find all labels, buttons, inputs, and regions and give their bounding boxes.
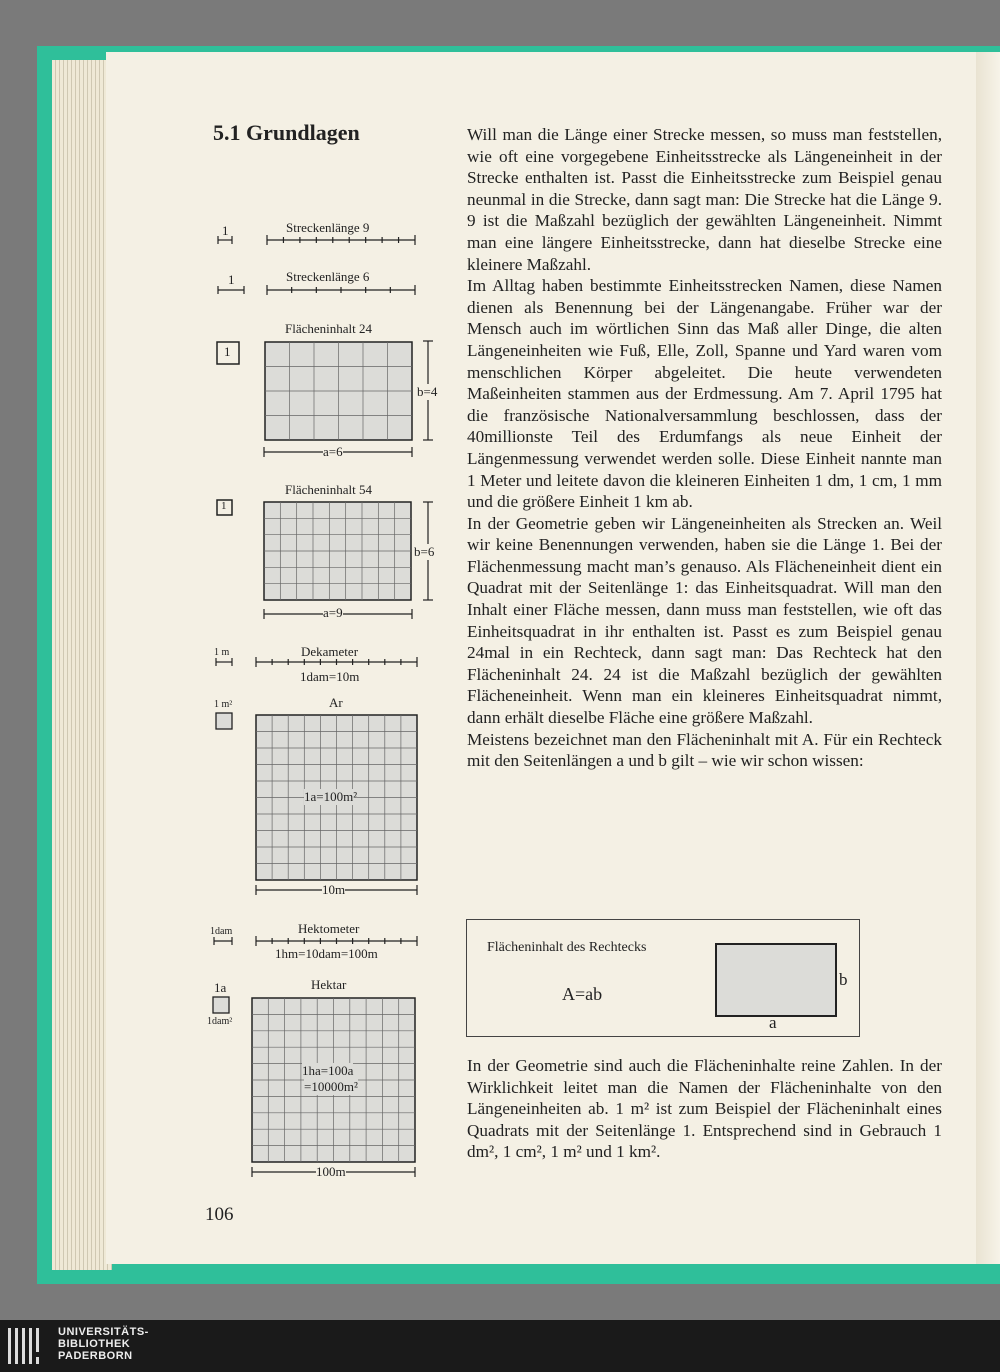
- segment-label: Streckenlänge 9: [286, 220, 370, 235]
- library-logo-icon: [6, 1326, 46, 1366]
- figure-title: Hektometer: [298, 921, 360, 936]
- unit-label: 1: [221, 500, 227, 512]
- figure-title: Hektar: [311, 977, 347, 992]
- side-a-label: a=9: [323, 605, 343, 620]
- grid-center-label: 1a=100m²: [304, 789, 358, 804]
- side-b-label: b=4: [417, 384, 438, 399]
- library-name-line: BIBLIOTHEK: [58, 1338, 131, 1350]
- section-heading: 5.1 Grundlagen: [213, 120, 360, 145]
- segment-length-6: [267, 285, 415, 295]
- figure-title: Ar: [329, 695, 343, 710]
- dimension-label: 10m: [322, 882, 346, 897]
- library-footer: [0, 1320, 1000, 1372]
- unit-label: 1: [222, 223, 229, 238]
- formula-box-title: Flächeninhalt des Rechtecks: [487, 940, 647, 955]
- figure-title: Dekameter: [301, 644, 359, 659]
- grid-center-label: =10000m²: [304, 1079, 358, 1094]
- unit-label: 1dam: [210, 926, 233, 937]
- unit-label: 1a: [214, 980, 227, 995]
- segment-label: Streckenlänge 6: [286, 269, 370, 284]
- library-name-line: UNIVERSITÄTS-: [58, 1326, 149, 1338]
- hektometer-segment: [256, 936, 417, 946]
- paragraph: In der Geometrie geben wir Längeneinheiten als Strecken an. Weil wir keine Benennungen verwenden, haben sie die Länge 1. Bei der Flächenmessung macht man’s genauso. Als Flächeneinheit dient ein Quadrat mit der Seitenlänge 1: das Einheitsquadrat. Will man den Inhalt einer Fläche messen, dann muss man feststellen, wie oft das Einheitsquadrat in ihr enthalten ist. Passt es zum Beispiel genau 24mal in ein Rechteck, dann sagt man: Das Rechteck hat den Flächeninhalt 24. 24 ist die Maßzahl bezüglich der gewählten Flächeneinheit. Wenn man ein kleineres Einheitsquadrat nimmt, dann erhält dieselbe Fläche eine größere Maßzahl.: [467, 513, 942, 728]
- unit-label: 1 m²: [214, 699, 233, 710]
- figure-subtitle: 1hm=10dam=100m: [275, 946, 378, 961]
- side-a-label: a: [769, 1013, 777, 1032]
- closing-paragraph: In der Geometrie sind auch die Flächeninhalte reine Zahlen. In der Wirklichkeit leitet man die Namen der Flächeninhalte von den Längeneinheiten ab. 1 m² ist zum Beispiel der Flächeninhalt eines Quadrats mit der Seitenlänge 1. Entsprechend sind in Gebrauch 1 dm², 1 cm², 1 m² und 1 km².: [467, 1056, 942, 1162]
- grid-rectangle-24: [265, 342, 412, 440]
- figure-title: Flächeninhalt 54: [285, 482, 373, 497]
- figure-title: Flächeninhalt 24: [285, 321, 373, 336]
- unit-square-a: [213, 997, 229, 1013]
- grid-center-label: 1ha=100a: [302, 1063, 354, 1078]
- side-b-label: b: [839, 970, 848, 989]
- unit-label: 1: [228, 272, 235, 287]
- unit-meter: [216, 658, 232, 666]
- unit-square-m2: [216, 713, 232, 729]
- figure-subtitle: 1dam=10m: [300, 669, 360, 684]
- paragraph: Meistens bezeichnet man den Flächeninhalt mit A. Für ein Rechteck mit den Seitenlängen a und b gilt – wie wir schon wissen:: [467, 729, 942, 771]
- rectangle-area-formula: A=ab: [562, 984, 603, 1004]
- side-b-label: b=6: [414, 544, 435, 559]
- library-name: [58, 1326, 149, 1362]
- grid-rectangle-54: [264, 502, 411, 600]
- paragraph: Will man die Länge einer Strecke messen, so muss man feststellen, wie oft eine vorgegebene Einheitsstrecke als Längeneinheit in der Strecke enthalten ist. Passt die Einheitsstrecke zum Beispiel genau neunmal in die Strecke, dann sagt man: Die Strecke hat die Länge 9. 9 ist die Maßzahl bezüglich der gewählten Längeneinheit. Nimmt man eine längere Einheitsstrecke, dann hat dieselbe Strecke eine kleinere Maßzahl.: [467, 125, 942, 274]
- side-a-label: a=6: [323, 444, 343, 459]
- unit-label: 1 m: [214, 647, 230, 658]
- unit-label: 1: [224, 344, 231, 359]
- segment-length-9: [267, 235, 415, 245]
- page-number: 106: [205, 1204, 234, 1225]
- unit-dekameter: [214, 937, 232, 945]
- dimension-label: 100m: [316, 1164, 346, 1179]
- paragraph: Im Alltag haben bestimmte Einheitsstrecken Namen, diese Namen dienen als Benennung bei der Längenangabe. Früher war der Mensch auch im wörtlichen Sinn das Maß aller Dinge, die alten Längeneinheiten wie Fuß, Elle, Zoll, Spanne und Yard waren vom menschlichen Körper abgeleitet. Die heute verwendeten Maßeinheiten stammen aus der Erdmessung. Am 7. April 1795 hat die französische Nationalversammlung beschlossen, dass der 40millionste Teil des Erdumfangs als neue Einheit der Längenmessung verwendet werden solle. Diese Einheit nannte man 1 Meter und leitete davon die kleineren Einheiten 1 dm, 1 cm, 1 mm und die größere Einheit 1 km ab.: [467, 276, 942, 512]
- library-name-line: PADERBORN: [58, 1350, 133, 1362]
- unit-label: 1dam²: [207, 1016, 233, 1027]
